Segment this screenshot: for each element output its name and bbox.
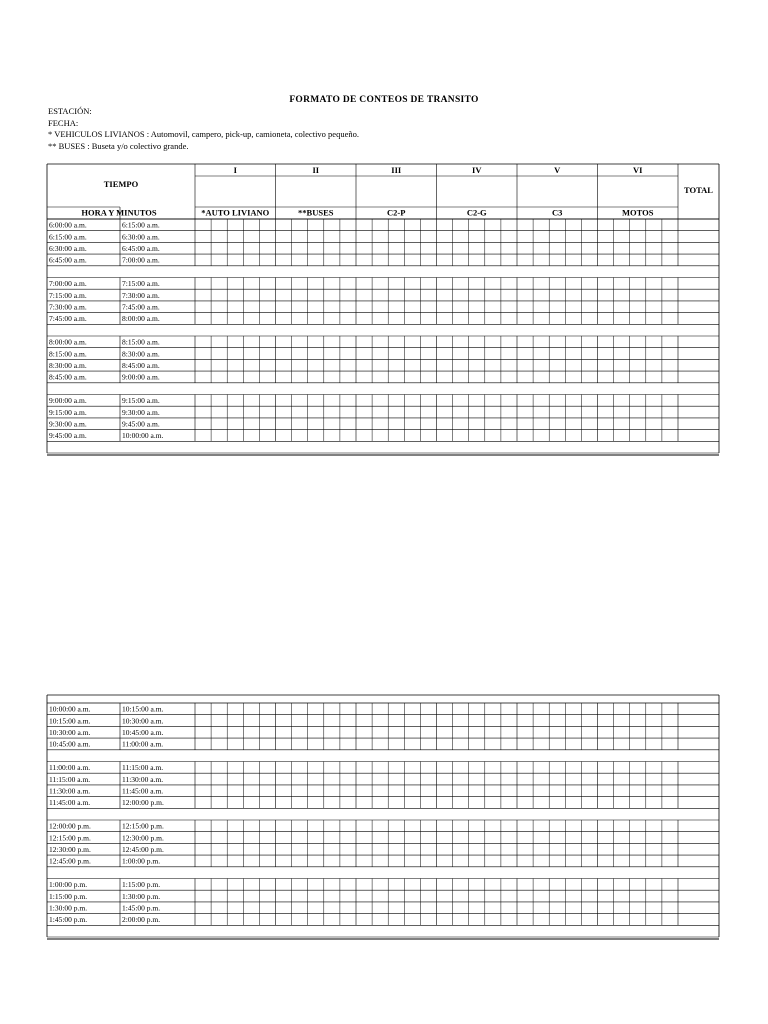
time-start: 10:15:00 a.m. <box>49 716 91 726</box>
time-end: 9:45:00 a.m. <box>122 419 160 429</box>
vehicle-type-header: MOTOS <box>622 207 654 218</box>
time-end: 9:30:00 a.m. <box>122 407 160 417</box>
time-end: 8:30:00 a.m. <box>122 349 160 359</box>
time-start: 12:45:00 p.m. <box>49 856 91 866</box>
time-start: 10:30:00 a.m. <box>49 728 91 737</box>
vehicle-type-header: *AUTO LIVIANO <box>201 207 270 218</box>
time-end: 9:00:00 a.m. <box>122 372 160 382</box>
group-roman-header: IV <box>472 165 482 175</box>
total-header: TOTAL <box>684 185 713 195</box>
time-start: 11:30:00 a.m. <box>49 786 91 796</box>
time-start: 8:45:00 a.m. <box>49 372 87 382</box>
time-end: 10:45:00 a.m. <box>122 728 164 737</box>
fecha-label: FECHA: <box>48 117 79 128</box>
time-end: 1:45:00 p.m. <box>122 903 161 913</box>
time-start: 9:45:00 a.m. <box>49 431 87 441</box>
time-end: 1:00:00 p.m. <box>122 856 161 866</box>
group-roman-header: I <box>233 165 237 175</box>
time-start: 6:15:00 a.m. <box>49 232 87 242</box>
vehicle-type-header: C2-G <box>466 207 487 218</box>
time-end: 8:45:00 a.m. <box>122 361 160 370</box>
vehicle-type-header: **BUSES <box>298 207 334 218</box>
time-end: 11:45:00 a.m. <box>122 786 164 796</box>
time-end: 12:45:00 p.m. <box>122 845 164 854</box>
time-end: 12:15:00 p.m. <box>122 821 164 831</box>
time-end: 6:30:00 a.m. <box>122 232 160 242</box>
time-start: 7:45:00 a.m. <box>49 314 87 324</box>
time-end: 7:30:00 a.m. <box>122 290 160 300</box>
time-start: 9:00:00 a.m. <box>49 396 87 406</box>
time-end: 11:30:00 a.m. <box>122 774 164 784</box>
time-end: 10:15:00 a.m. <box>122 704 164 714</box>
time-end: 12:00:00 p.m. <box>122 798 164 808</box>
time-start: 10:00:00 a.m. <box>49 704 91 714</box>
time-start: 1:45:00 p.m. <box>49 915 88 925</box>
time-start: 6:45:00 a.m. <box>49 255 87 265</box>
time-start: 11:45:00 a.m. <box>49 798 91 808</box>
tiempo-header: TIEMPO <box>103 179 139 189</box>
time-end: 1:30:00 p.m. <box>122 891 161 901</box>
time-start: 8:15:00 a.m. <box>49 349 87 359</box>
time-start: 7:15:00 a.m. <box>49 290 87 300</box>
time-end: 11:00:00 a.m. <box>122 739 164 749</box>
time-end: 10:30:00 a.m. <box>122 716 164 726</box>
group-roman-header: II <box>312 165 320 175</box>
time-end: 10:00:00 a.m. <box>122 431 164 441</box>
group-roman-header: VI <box>633 165 643 175</box>
hora-minutos-header: HORA Y MINUTOS <box>81 207 157 218</box>
time-start: 8:00:00 a.m. <box>49 337 87 347</box>
vehicle-type-header: C2-P <box>387 207 406 218</box>
time-start: 9:30:00 a.m. <box>49 419 87 429</box>
time-end: 12:30:00 p.m. <box>122 833 164 843</box>
vehicle-type-header: C3 <box>552 207 563 218</box>
time-start: 1:30:00 p.m. <box>49 903 88 913</box>
time-start: 11:00:00 a.m. <box>49 763 91 773</box>
group-roman-header: V <box>554 165 561 175</box>
time-start: 1:00:00 p.m. <box>49 880 88 890</box>
buses-note: ** BUSES : Buseta y/o colectivo grande. <box>48 141 189 152</box>
time-start: 12:00:00 p.m. <box>49 821 91 831</box>
time-end: 6:45:00 a.m. <box>122 244 160 253</box>
time-end: 7:45:00 a.m. <box>122 302 160 312</box>
livianos-note: * VEHICULOS LIVIANOS : Automovil, campero, pick-up, camioneta, colectivo pequeño. <box>48 129 359 140</box>
time-start: 6:00:00 a.m. <box>49 220 87 230</box>
time-start: 6:30:00 a.m. <box>49 244 87 253</box>
time-start: 11:15:00 a.m. <box>49 774 91 784</box>
time-start: 7:30:00 a.m. <box>49 302 87 312</box>
time-end: 8:00:00 a.m. <box>122 314 160 324</box>
time-start: 12:30:00 p.m. <box>49 845 91 854</box>
time-end: 11:15:00 a.m. <box>122 763 164 773</box>
time-end: 1:15:00 p.m. <box>122 880 161 890</box>
time-end: 7:00:00 a.m. <box>122 255 160 265</box>
time-end: 9:15:00 a.m. <box>122 396 160 406</box>
time-start: 12:15:00 p.m. <box>49 833 91 843</box>
time-end: 7:15:00 a.m. <box>122 279 160 289</box>
time-start: 1:15:00 p.m. <box>49 891 88 901</box>
time-start: 10:45:00 a.m. <box>49 739 91 749</box>
group-roman-header: III <box>391 165 402 175</box>
time-end: 8:15:00 a.m. <box>122 337 160 347</box>
page-title: FORMATO DE CONTEOS DE TRANSITO <box>289 95 479 105</box>
time-end: 6:15:00 a.m. <box>122 220 160 230</box>
time-end: 2:00:00 p.m. <box>122 915 161 925</box>
time-start: 7:00:00 a.m. <box>49 279 87 289</box>
time-start: 8:30:00 a.m. <box>49 361 87 370</box>
estacion-label: ESTACIÓN: <box>48 106 92 116</box>
time-start: 9:15:00 a.m. <box>49 407 87 417</box>
